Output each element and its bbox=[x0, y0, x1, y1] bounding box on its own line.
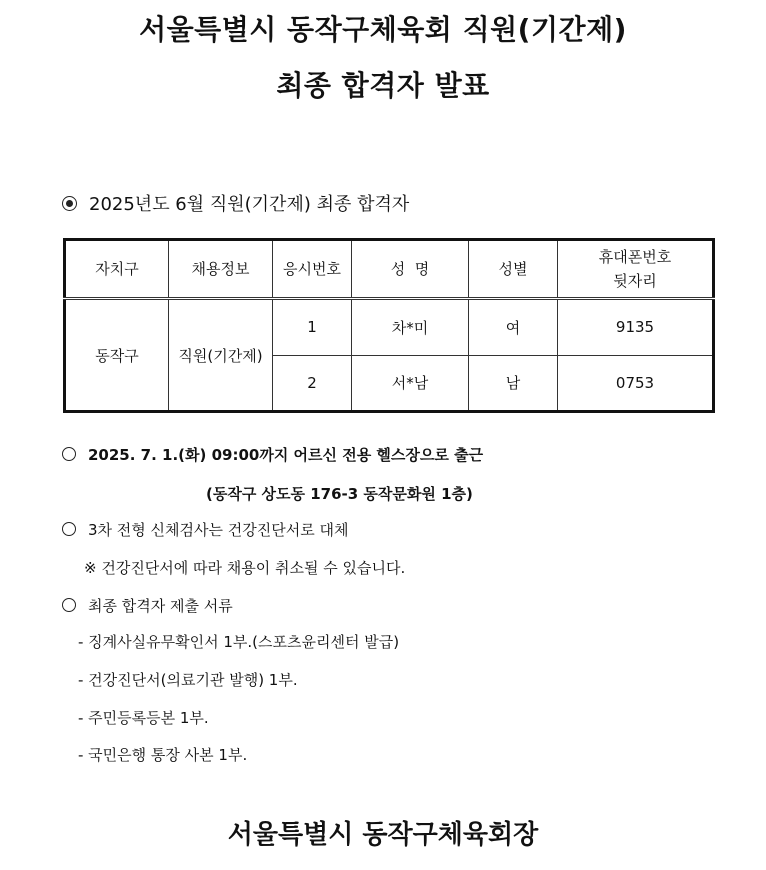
phone-cell: 0753 bbox=[558, 355, 714, 412]
report-line-1: 2025. 7. 1.(화) 09:00까지 어르신 전용 헬스장으로 출근 bbox=[88, 446, 484, 464]
exam-note bbox=[62, 519, 348, 540]
signature: 서울특별시 동작구체육회장 bbox=[227, 820, 539, 850]
circle-bullet-icon bbox=[62, 522, 76, 536]
section-heading-text: 2025년도 6월 직원(기간제) 최종 합격자 bbox=[89, 194, 410, 215]
list-item: - 주민등록등본 1부. bbox=[78, 709, 209, 727]
document-title: 서울특별시 동작구체육회 직원(기간제) bbox=[139, 13, 627, 46]
list-item: - 건강진단서(의료기관 발행) 1부. bbox=[78, 671, 298, 689]
name-cell: 차*미 bbox=[352, 299, 469, 356]
exam-warning: ※ 건강진단서에 따라 채용이 취소될 수 있습니다. bbox=[84, 559, 406, 577]
document-subtitle: 최종 합격자 발표 bbox=[276, 69, 490, 102]
job-cell: 직원(기간제) bbox=[169, 299, 273, 412]
gender-cell: 남 bbox=[469, 355, 558, 412]
column-header: 성 명 bbox=[352, 240, 469, 299]
report-instruction bbox=[62, 444, 483, 465]
report-location: (동작구 상도동 176-3 동작문화원 1층) bbox=[206, 485, 473, 503]
list-item: - 국민은행 통장 사본 1부. bbox=[78, 746, 248, 764]
docs-heading bbox=[62, 595, 233, 616]
number-cell: 1 bbox=[273, 299, 352, 356]
circle-bullet-icon bbox=[62, 598, 76, 612]
table-row bbox=[65, 299, 714, 356]
circle-bullet-icon bbox=[62, 447, 76, 461]
docs-heading-text: 최종 합격자 제출 서류 bbox=[88, 597, 233, 615]
filled-circle-bullet-icon bbox=[62, 196, 77, 211]
exam-line: 3차 전형 신체검사는 건강진단서로 대체 bbox=[88, 521, 349, 539]
number-cell: 2 bbox=[273, 355, 352, 412]
table-header-row bbox=[65, 240, 714, 299]
results-table bbox=[63, 238, 715, 413]
column-header: 자치구 bbox=[65, 240, 169, 299]
column-header: 채용정보 bbox=[169, 240, 273, 299]
column-header: 응시번호 bbox=[273, 240, 352, 299]
district-cell: 동작구 bbox=[65, 299, 169, 412]
gender-cell: 여 bbox=[469, 299, 558, 356]
name-cell: 서*남 bbox=[352, 355, 469, 412]
column-header: 휴대폰번호 뒷자리 bbox=[558, 240, 714, 299]
list-item: - 징계사실유무확인서 1부.(스포츠윤리센터 발급) bbox=[78, 633, 400, 651]
column-header: 성별 bbox=[469, 240, 558, 299]
section-heading bbox=[62, 190, 409, 216]
phone-cell: 9135 bbox=[558, 299, 714, 356]
